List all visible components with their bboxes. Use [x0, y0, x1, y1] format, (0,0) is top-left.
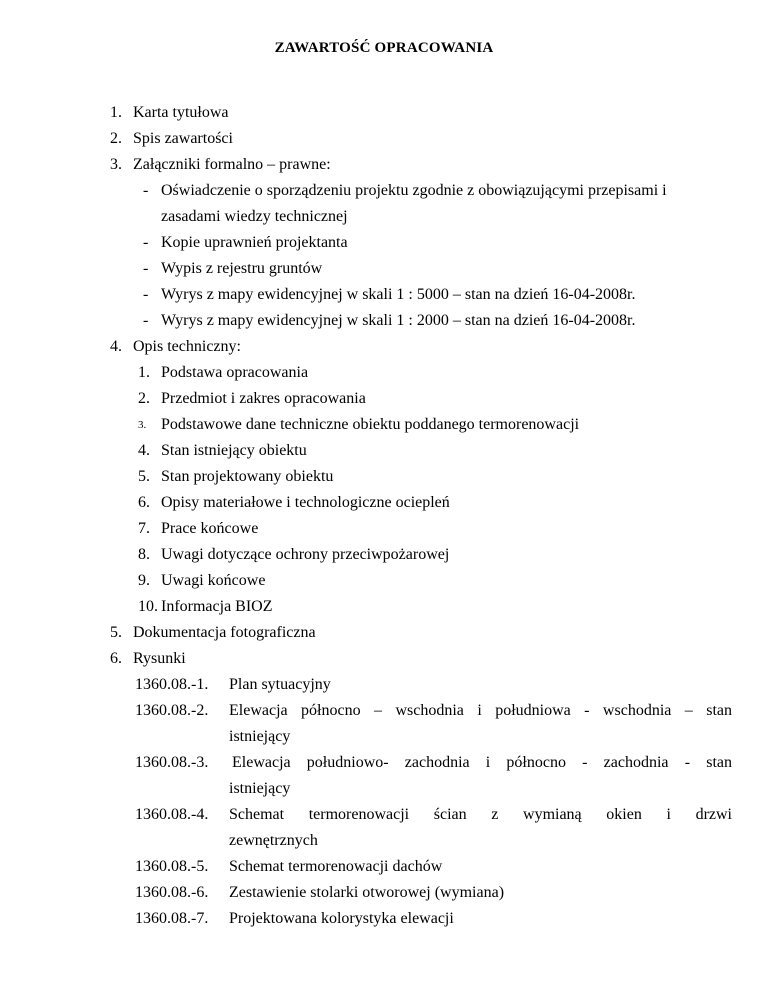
page-title: ZAWARTOŚĆ OPRACOWANIA: [274, 40, 494, 56]
document-page: ZAWARTOŚĆ OPRACOWANIA 1. Karta tytułowa 2. Spis zawartości 3. Załączniki formalno – prawne: - Oświadczenie o sporządzeniu projektu zgodnie z obowiązującymi przepisami i zasadami wiedzy technicznej - Kopie uprawnień projektanta - Wypis z rejestru gruntów - Wyrys z mapy ewidencyjnej w skali 1 : 5000 – stan na dzień 16-04-2008r. - Wyrys z mapy ewidencyjnej w skali 1 : 2000 – stan na dzień 16-04-2008r. 4. Opis techniczny: 1. Podstawa opracowania 2. Przedmiot i zakres opracowania 3. Podstawowe dane techniczne obiektu poddanego termorenowacji 4. Stan istniejący obiektu 5. Stan projektowany obiektu 6. Opisy materiałowe i technologiczne ociepleń 7. Prace końcowe 8. Uwagi dotyczące ochrony przeciwpożarowej 9. Uwagi końcowe 10. Informacja BIOZ 5. Dokumentacja fotograficzna 6. Rysunki 1360.08.-1. Plan sytuacyjny 1360.08.-2. Elewacja północno – wschodnia i południowa - wschodnia – stan istniejący 1360.08.-3. Elewacja południowo- zachodnia i północno - zachodnia - stan istniejący 1360.08.-4. Schemat termorenowacji ścian z wymianą okien i drzwi zewnętrznych 1360.08.-5. Schemat termorenowacji dachów 1360.08.-6. Zestawienie stolarki otworowej (wymiana) 1360.08.-7. Projektowana kolorystyka elewacji: [0, 0, 768, 994]
